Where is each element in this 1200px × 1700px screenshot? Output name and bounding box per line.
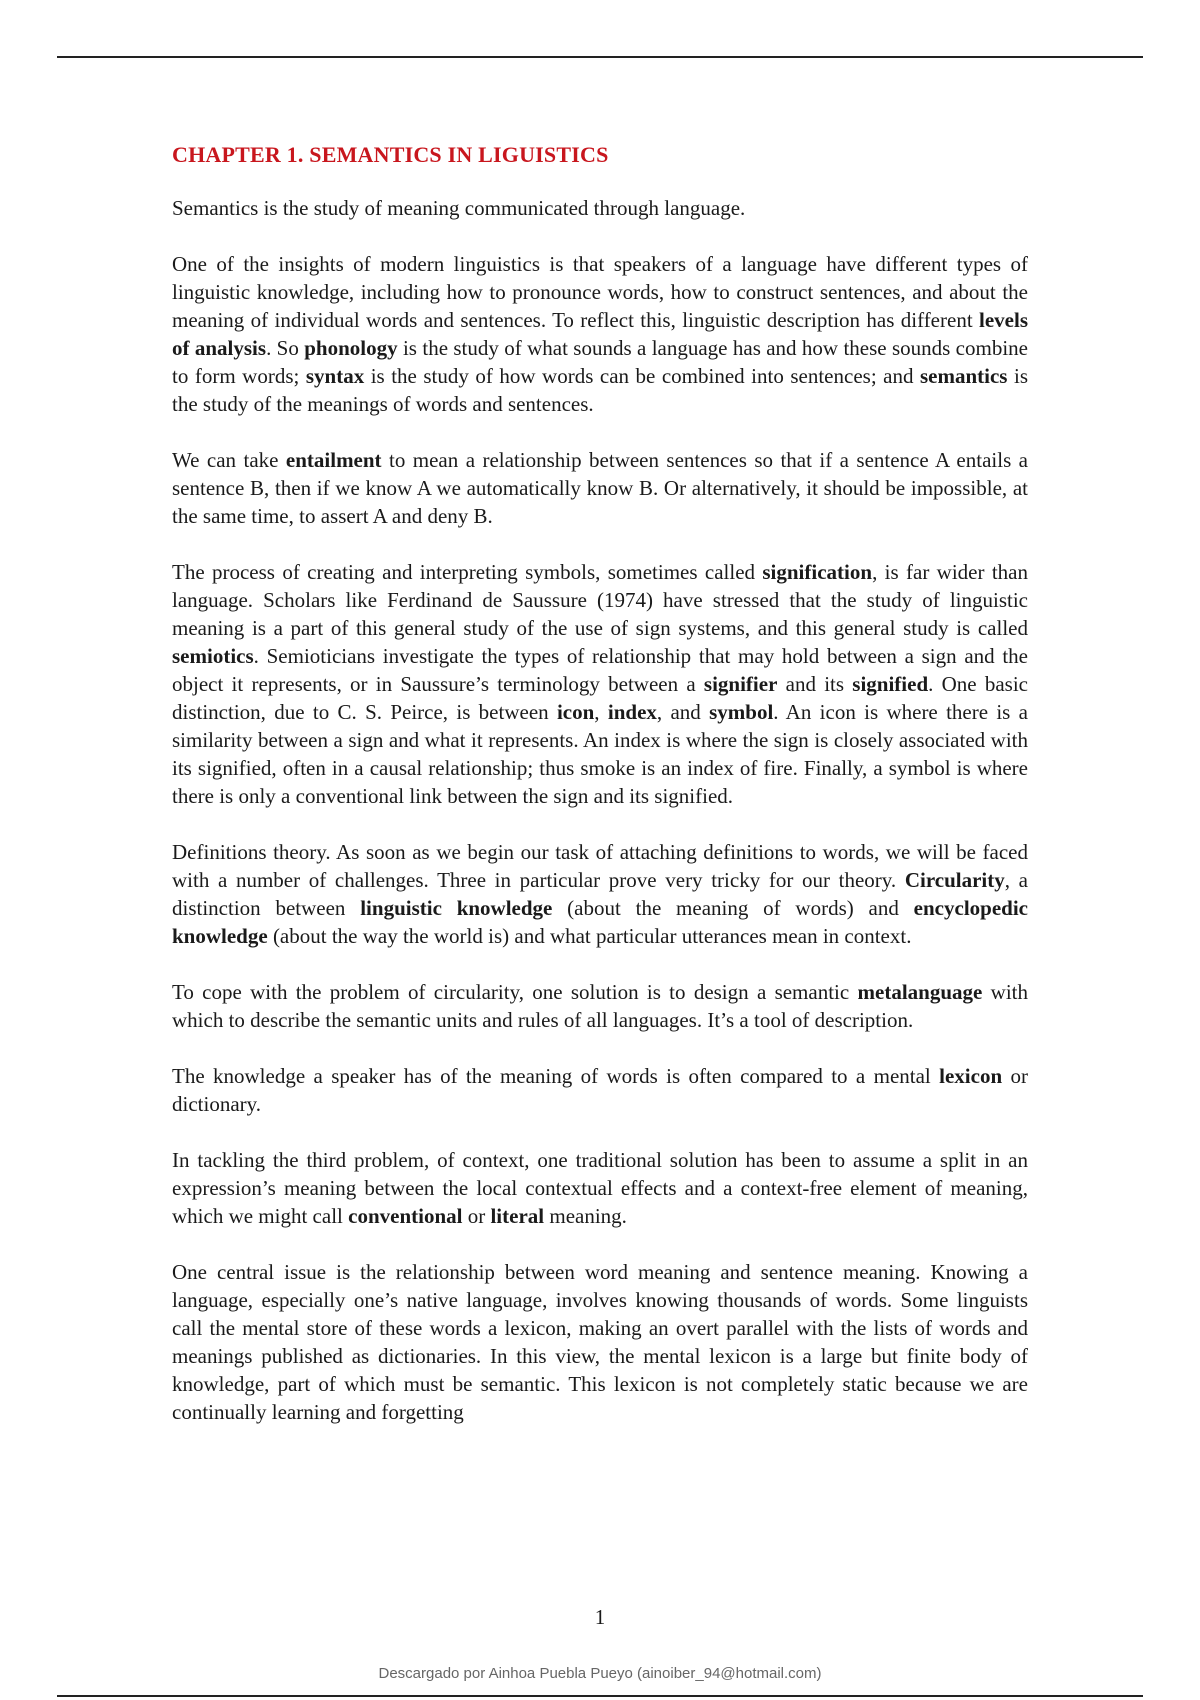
- paragraph: [172, 1146, 1028, 1230]
- text-run: To cope with the problem of circularity, one solution is to design a semantic: [172, 980, 858, 1004]
- bold-term: index: [607, 700, 657, 724]
- text-run: meaning.: [544, 1204, 627, 1228]
- bold-term: signified: [852, 672, 929, 696]
- text-run: ,: [594, 700, 608, 724]
- paragraph: [172, 1062, 1028, 1118]
- chapter-title: CHAPTER 1. SEMANTICS IN LIGUISTICS: [172, 142, 609, 167]
- document-body: [172, 140, 1028, 1454]
- bold-term: syntax: [305, 364, 365, 388]
- text-run: , and: [656, 700, 710, 724]
- bold-term: signification: [762, 560, 873, 584]
- paragraph: [172, 250, 1028, 418]
- text-run: is the study of the meanings of words and sentences.: [172, 364, 1028, 416]
- bold-term: encyclopedic knowledge: [172, 896, 1028, 948]
- bold-term: linguistic knowledge: [360, 896, 553, 920]
- text-run: . So: [266, 336, 305, 360]
- text-run: is the study of what sounds a language has and how these sounds combine to form words;: [172, 336, 1028, 388]
- text-run: . An icon is where there is a similarity between a sign and what it represents. An index is where the sign is closely associated with its signified, often in a causal relationship; thus smoke is an index of fire. Finally, a symbol is where there is only a conventional link between the sign and its signified.: [172, 700, 1028, 808]
- bold-term: lexicon: [939, 1064, 1003, 1088]
- paragraph: [172, 194, 1028, 222]
- bold-term: signifier: [703, 672, 778, 696]
- bold-term: icon: [556, 700, 595, 724]
- text-run: . Semioticians investigate the types of relationship that may hold between a sign and the object it represents, or in Saussure’s terminology between a: [172, 644, 1028, 696]
- text-run: or: [462, 1204, 491, 1228]
- bold-term: phonology: [304, 336, 398, 360]
- paragraph-list: [172, 194, 1028, 1426]
- paragraph: [172, 838, 1028, 950]
- text-run: , a distinction between: [172, 868, 1028, 920]
- text-run: One of the insights of modern linguistics is that speakers of a language have different types of linguistic knowledge, including how to pronounce words, how to construct sentences, and about the meaning of individual words and sentences. To reflect this, linguistic description has different: [172, 252, 1028, 332]
- paragraph: [172, 558, 1028, 810]
- text-run: Semantics is the study of meaning communicated through language.: [172, 196, 746, 220]
- paragraph: [172, 978, 1028, 1034]
- footer-rule: [57, 1695, 1143, 1697]
- text-run: or dictionary.: [172, 1064, 1029, 1116]
- bold-term: semantics: [919, 364, 1008, 388]
- text-run: The process of creating and interpreting symbols, sometimes called: [172, 560, 763, 584]
- header-rule: [57, 56, 1143, 58]
- download-footer: Descargado por Ainhoa Puebla Pueyo (ainoiber_94@hotmail.com): [378, 1665, 822, 1682]
- paragraph: [172, 446, 1028, 530]
- text-run: We can take: [172, 448, 286, 472]
- text-run: and its: [777, 672, 853, 696]
- bold-term: levels of analysis: [172, 308, 1028, 360]
- text-run: is the study of how words can be combined into sentences; and: [364, 364, 920, 388]
- paragraph: [172, 1258, 1028, 1426]
- bold-term: literal: [490, 1204, 545, 1228]
- text-run: Definitions theory. As soon as we begin our task of attaching definitions to words, we will be faced with a number of challenges. Three in particular prove very tricky for our theory.: [172, 840, 1028, 892]
- bold-term: symbol: [709, 700, 774, 724]
- text-run: . One basic distinction, due to C. S. Peirce, is between: [172, 672, 1028, 724]
- text-run: (about the meaning of words) and: [552, 896, 914, 920]
- text-run: One central issue is the relationship between word meaning and sentence meaning. Knowing a language, especially one’s native language, involves knowing thousands of words. Some linguists call the mental store of these words a lexicon, making an overt parallel with the lists of words and meanings published as dictionaries. In this view, the mental lexicon is a large but finite body of knowledge, part of which must be semantic. This lexicon is not completely static because we are continually learning and forgetting: [172, 1260, 1028, 1424]
- text-run: to mean a relationship between sentences so that if a sentence A entails a sentence B, then if we know A we automatically know B. Or alternatively, it should be impossible, at the same time, to assert A and deny B.: [172, 448, 1029, 528]
- bold-term: entailment: [285, 448, 382, 472]
- text-run: The knowledge a speaker has of the meaning of words is often compared to a mental: [172, 1064, 940, 1088]
- text-run: , is far wider than language. Scholars like Ferdinand de Saussure (1974) have stressed that the study of linguistic meaning is a part of this general study of the use of sign systems, and this general study is called: [172, 560, 1028, 640]
- bold-term: conventional: [348, 1204, 463, 1228]
- page-number: 1: [594, 1605, 606, 1629]
- bold-term: semiotics: [172, 644, 254, 668]
- bold-term: metalanguage: [857, 980, 983, 1004]
- text-run: In tackling the third problem, of context, one traditional solution has been to assume a split in an expression’s meaning between the local contextual effects and a context-free element of meaning, which we might call: [172, 1148, 1028, 1228]
- bold-term: Circularity: [904, 868, 1005, 892]
- text-run: (about the way the world is) and what particular utterances mean in context.: [267, 924, 912, 948]
- text-run: with which to describe the semantic units and rules of all languages. It’s a tool of description.: [172, 980, 1028, 1032]
